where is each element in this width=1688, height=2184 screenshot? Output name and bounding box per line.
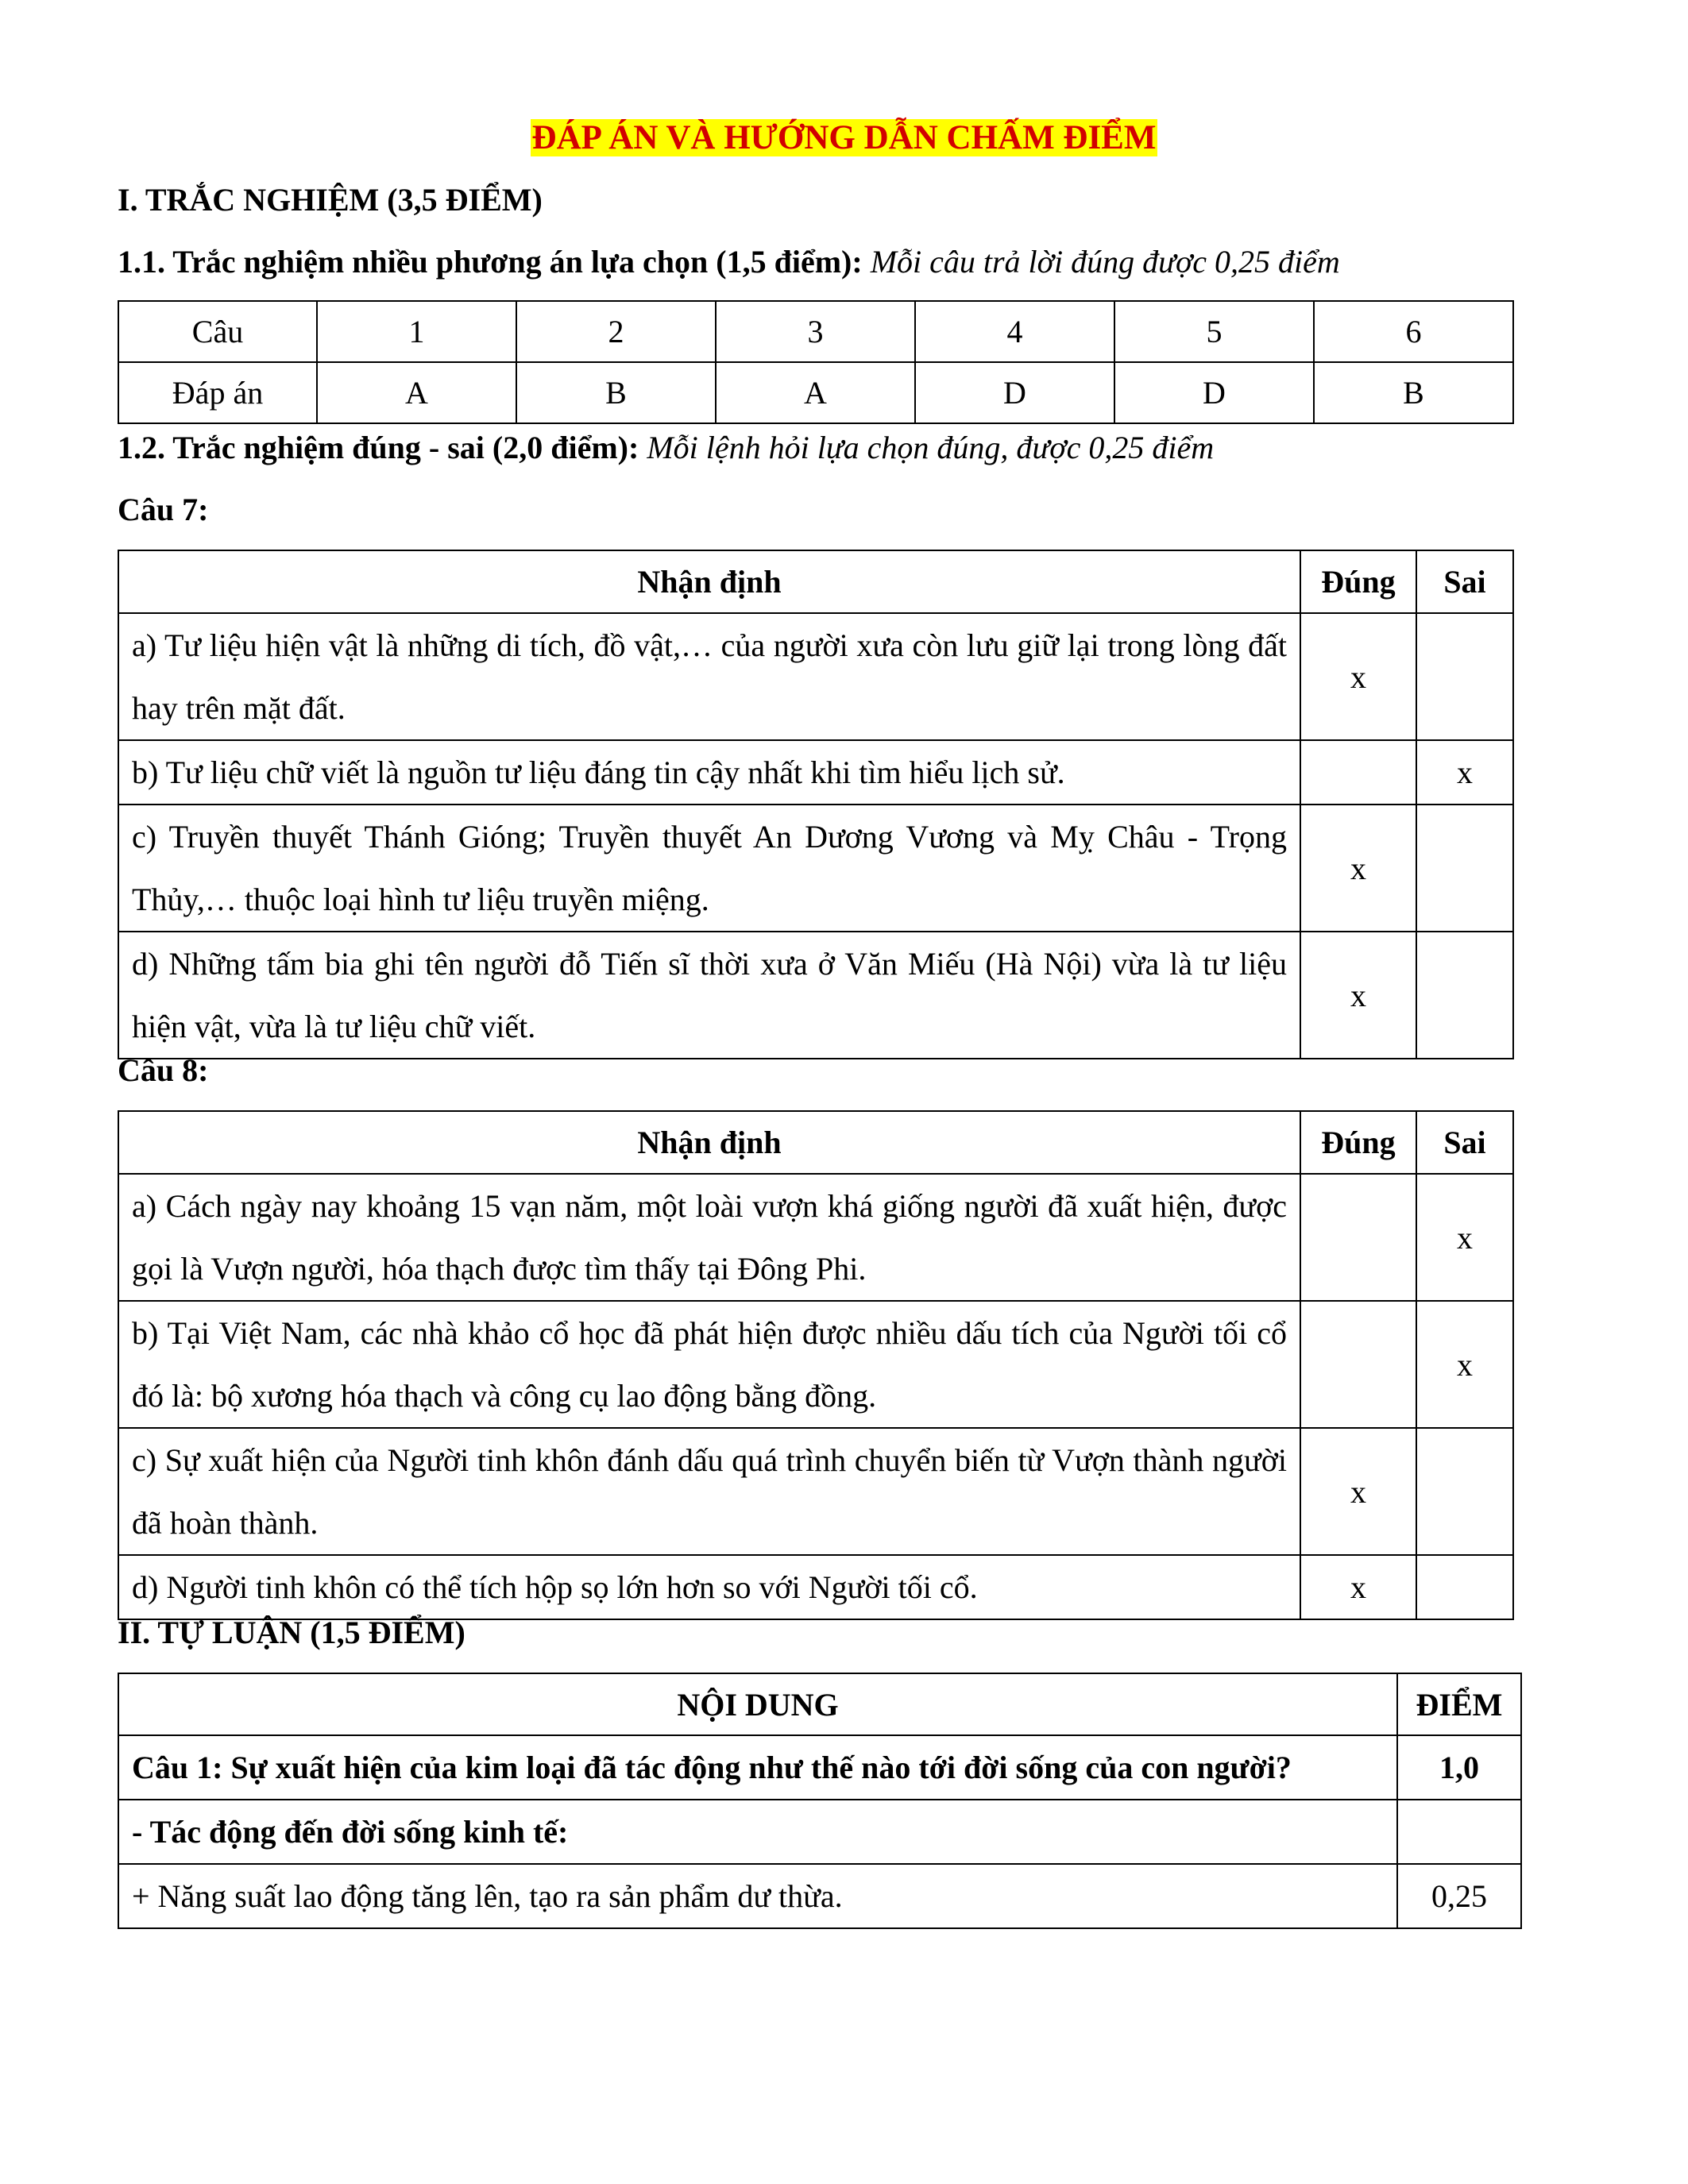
- table-header-row: [118, 550, 1513, 613]
- section2-heading: II. TỰ LUẬN (1,5 ĐIỂM): [118, 1615, 465, 1650]
- table-row: [118, 932, 1513, 1059]
- part1-note: Mỗi câu trả lời đúng được 0,25 điểm: [870, 244, 1340, 280]
- title-text: ĐÁP ÁN VÀ HƯỚNG DẪN CHẤM ĐIỂM: [531, 119, 1157, 156]
- statement-text: d) Những tấm bia ghi tên người đỗ Tiến sĩ thời xưa ở Văn Miếu (Hà Nội) vừa là tư liệu hiện vật, vừa là tư liệu chữ viết.: [118, 932, 1300, 1059]
- question8-table: [118, 1110, 1514, 1620]
- table-row: [118, 1555, 1513, 1619]
- table-row: [118, 1428, 1513, 1555]
- table-header-row: [118, 1673, 1521, 1735]
- false-mark: [1416, 613, 1513, 740]
- mcq-answer: B: [1314, 362, 1513, 423]
- statement-text: c) Sự xuất hiện của Người tinh khôn đánh dấu quá trình chuyển biến từ Vượn thành người đã hoàn thành.: [118, 1428, 1300, 1555]
- mcq-question-row: [118, 301, 1513, 362]
- table-row: [118, 613, 1513, 740]
- false-mark: [1416, 805, 1513, 932]
- mcq-answer-row: [118, 362, 1513, 423]
- true-mark: x: [1300, 613, 1416, 740]
- false-mark: [1416, 1555, 1513, 1619]
- question7-table: [118, 550, 1514, 1059]
- true-mark: x: [1300, 1428, 1416, 1555]
- statement-text: b) Tại Việt Nam, các nhà khảo cổ học đã phát hiện được nhiều dấu tích của Người tối cổ đó là: bộ xương hóa thạch và công cụ lao động bằng đồng.: [118, 1301, 1300, 1428]
- mcq-question-number: 5: [1114, 301, 1314, 362]
- mcq-question-number: 4: [915, 301, 1114, 362]
- score-header: ĐIỂM: [1397, 1673, 1521, 1735]
- mcq-question-number: 3: [716, 301, 915, 362]
- true-mark: x: [1300, 805, 1416, 932]
- true-mark: [1300, 1174, 1416, 1301]
- statement-header: Nhận định: [118, 1111, 1300, 1174]
- part2-note: Mỗi lệnh hỏi lựa chọn đúng, được 0,25 điểm: [647, 430, 1215, 465]
- true-header: Đúng: [1300, 1111, 1416, 1174]
- mcq-question-number: 2: [516, 301, 716, 362]
- essay-score: 0,25: [1397, 1864, 1521, 1928]
- mcq-answer: A: [317, 362, 516, 423]
- statement-text: d) Người tinh khôn có thể tích hộp sọ lớn hơn so với Người tối cổ.: [118, 1555, 1300, 1619]
- true-mark: [1300, 1301, 1416, 1428]
- false-mark: x: [1416, 1174, 1513, 1301]
- statement-text: b) Tư liệu chữ viết là nguồn tư liệu đáng tin cậy nhất khi tìm hiểu lịch sử.: [118, 740, 1300, 805]
- essay-content: + Năng suất lao động tăng lên, tạo ra sản phẩm dư thừa.: [118, 1864, 1397, 1928]
- statement-text: a) Cách ngày nay khoảng 15 vạn năm, một loài vượn khá giống người đã xuất hiện, được gọi là Vượn người, hóa thạch được tìm thấy tại Đông Phi.: [118, 1174, 1300, 1301]
- table-row: [118, 805, 1513, 932]
- part2-heading-text: 1.2. Trắc nghiệm đúng - sai (2,0 điểm):: [118, 430, 639, 465]
- statement-text: c) Truyền thuyết Thánh Gióng; Truyền thuyết An Dương Vương và Mỵ Châu - Trọng Thủy,… thuộc loại hình tư liệu truyền miệng.: [118, 805, 1300, 932]
- mcq-row-label: Đáp án: [118, 362, 317, 423]
- mcq-answer: A: [716, 362, 915, 423]
- false-mark: x: [1416, 1301, 1513, 1428]
- part1-heading: [118, 241, 1340, 283]
- essay-score: [1397, 1800, 1521, 1864]
- essay-table: [118, 1673, 1522, 1929]
- mcq-row-label: Câu: [118, 301, 317, 362]
- false-header: Sai: [1416, 1111, 1513, 1174]
- table-row: [118, 740, 1513, 805]
- false-mark: [1416, 932, 1513, 1059]
- mcq-answer: D: [915, 362, 1114, 423]
- statement-header: Nhận định: [118, 550, 1300, 613]
- table-row: [118, 1735, 1521, 1800]
- mcq-question-number: 1: [317, 301, 516, 362]
- true-mark: [1300, 740, 1416, 805]
- false-mark: x: [1416, 740, 1513, 805]
- content-header: NỘI DUNG: [118, 1673, 1397, 1735]
- false-mark: [1416, 1428, 1513, 1555]
- mcq-answer-table: [118, 300, 1514, 424]
- mcq-question-number: 6: [1314, 301, 1513, 362]
- essay-score: 1,0: [1397, 1735, 1521, 1800]
- essay-content: - Tác động đến đời sống kinh tế:: [118, 1800, 1397, 1864]
- part1-heading-text: 1.1. Trắc nghiệm nhiều phương án lựa chọn (1,5 điểm):: [118, 244, 863, 280]
- true-mark: x: [1300, 932, 1416, 1059]
- part2-heading: [118, 427, 1214, 469]
- mcq-answer: D: [1114, 362, 1314, 423]
- table-row: [118, 1301, 1513, 1428]
- table-row: [118, 1800, 1521, 1864]
- question8-label: Câu 8:: [118, 1052, 209, 1088]
- statement-text: a) Tư liệu hiện vật là những di tích, đồ vật,… của người xưa còn lưu giữ lại trong lòng đất hay trên mặt đất.: [118, 613, 1300, 740]
- table-row: [118, 1864, 1521, 1928]
- false-header: Sai: [1416, 550, 1513, 613]
- true-header: Đúng: [1300, 550, 1416, 613]
- question7-label: Câu 7:: [118, 492, 209, 527]
- table-row: [118, 1174, 1513, 1301]
- mcq-answer: B: [516, 362, 716, 423]
- table-header-row: [118, 1111, 1513, 1174]
- document-title: [0, 116, 1688, 160]
- true-mark: x: [1300, 1555, 1416, 1619]
- section1-heading: I. TRẮC NGHIỆM (3,5 ĐIỂM): [118, 182, 543, 218]
- essay-question: Câu 1: Sự xuất hiện của kim loại đã tác động như thế nào tới đời sống của con người?: [118, 1735, 1397, 1800]
